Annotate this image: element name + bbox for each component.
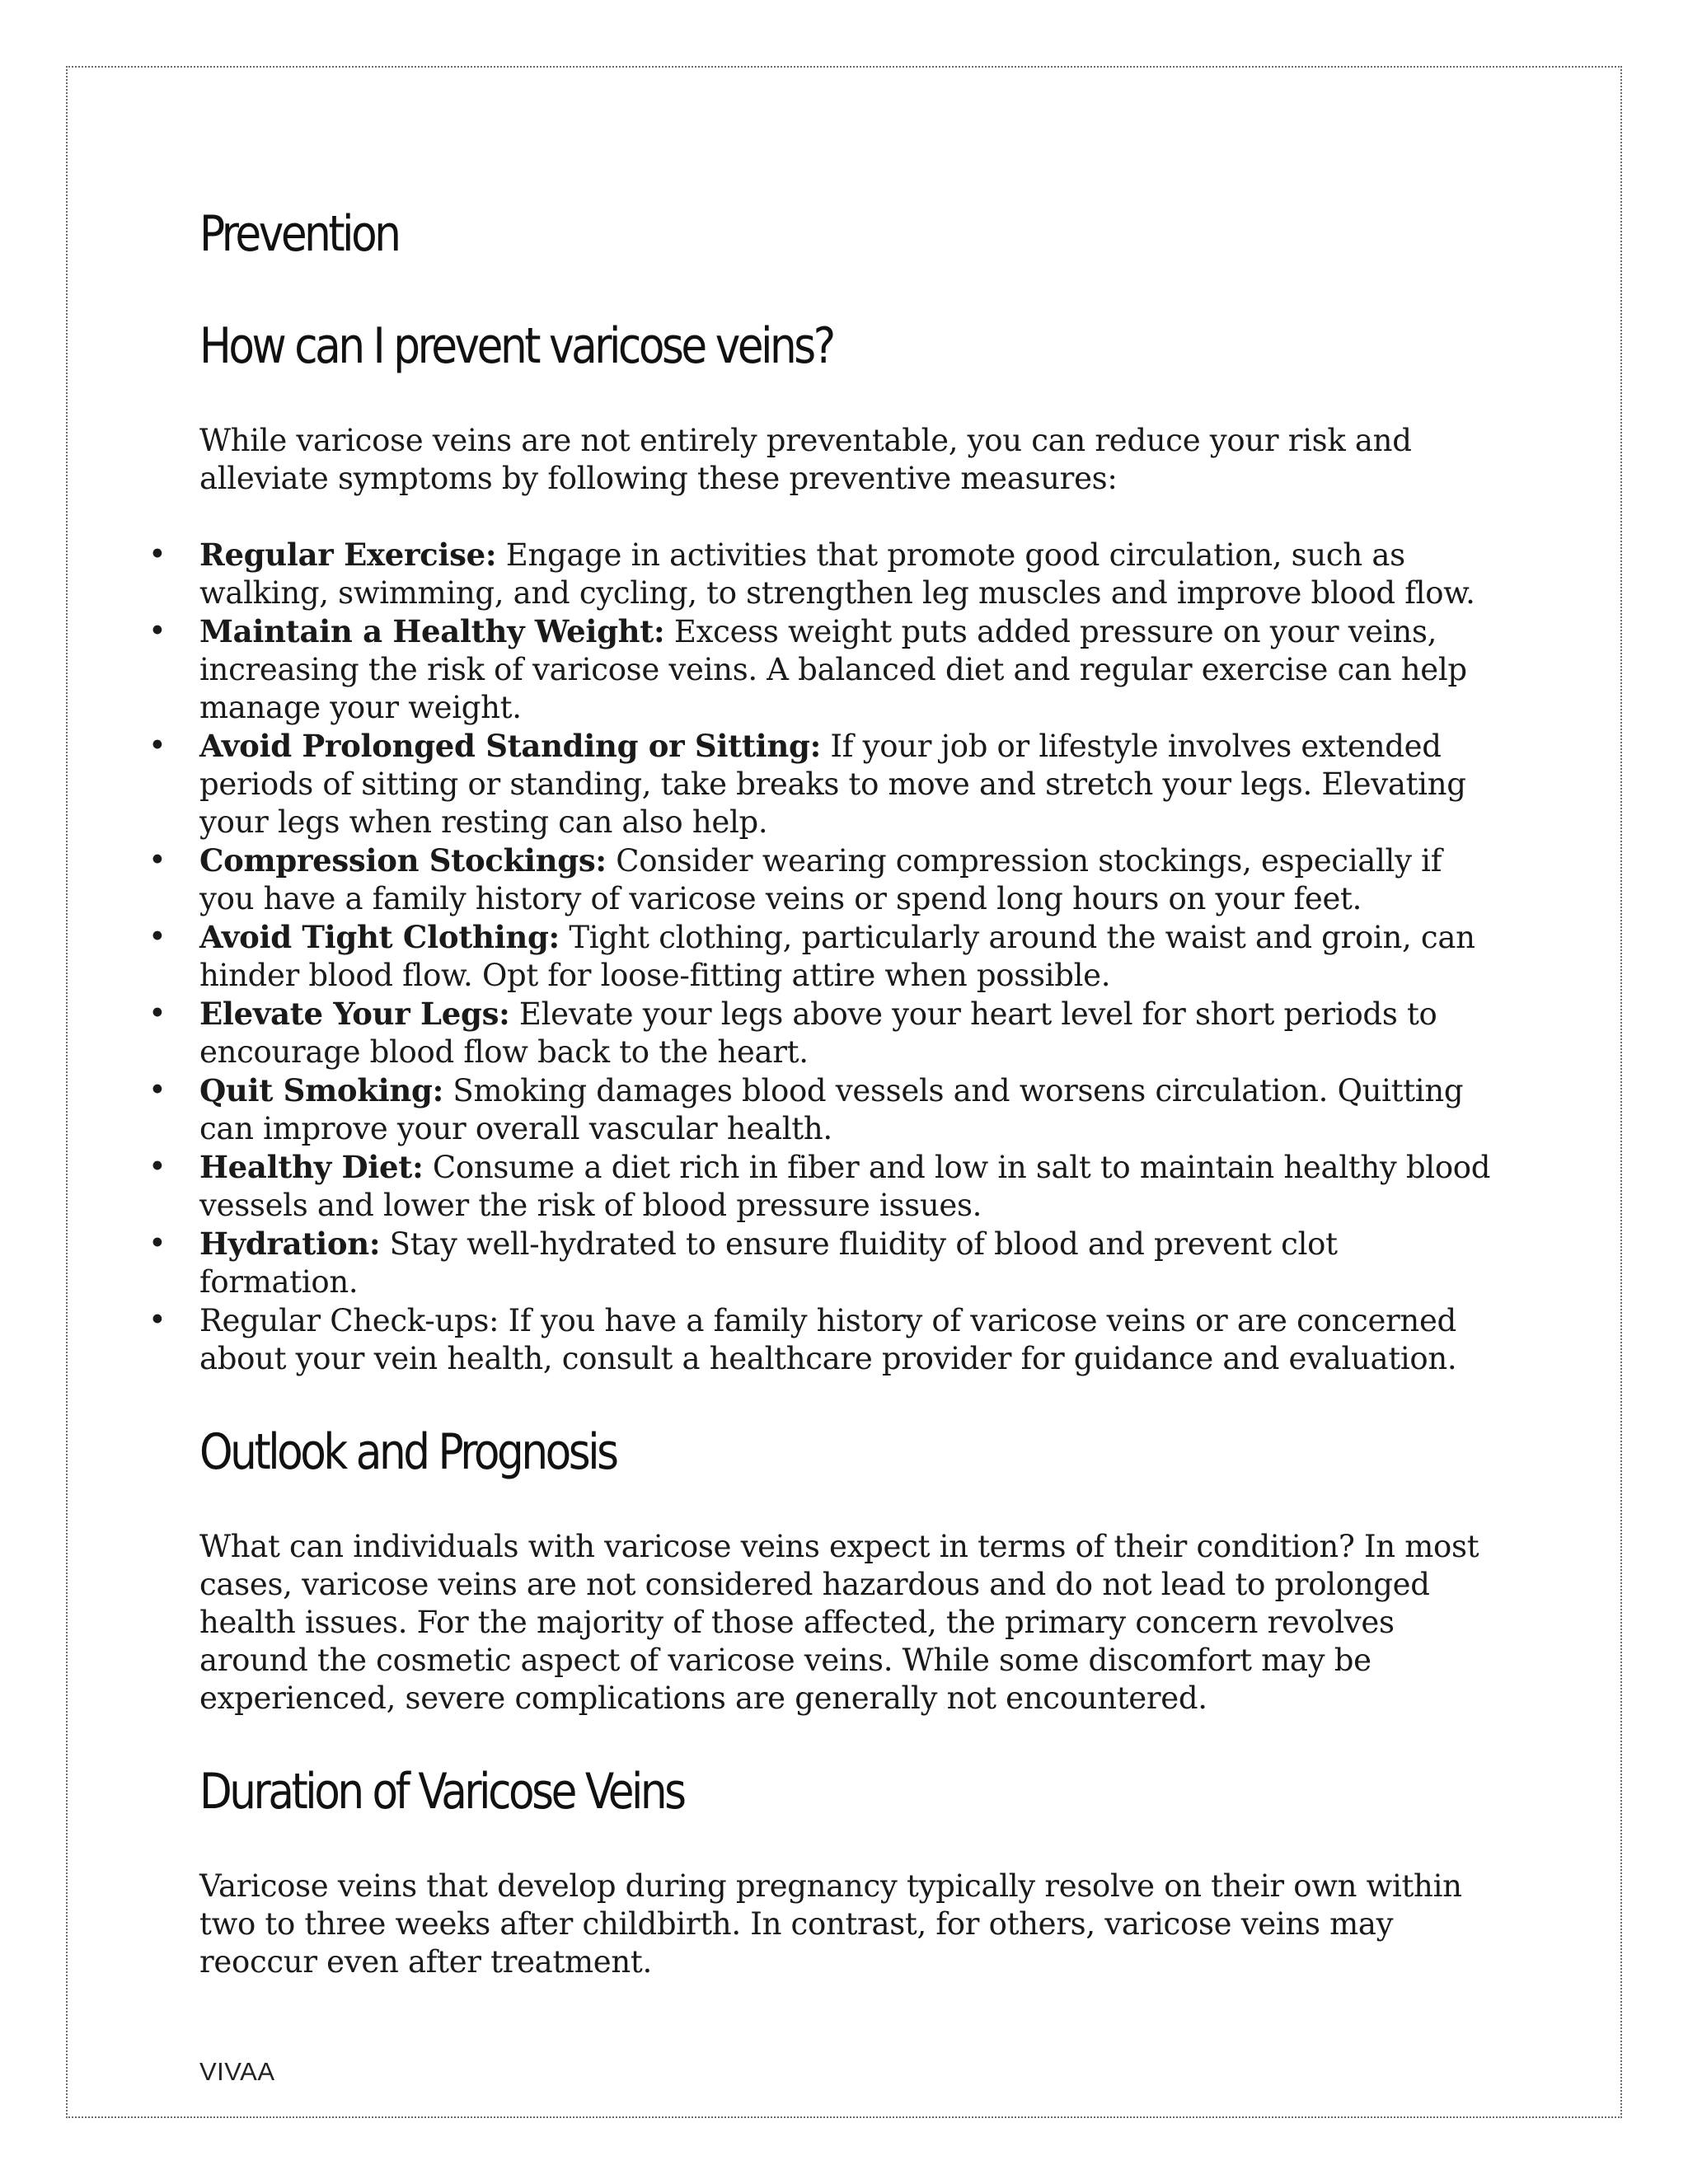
measure-term: Maintain a Healthy Weight: — [199, 613, 665, 649]
bullet-icon: • — [148, 537, 166, 572]
measure-text: Smoking damages blood vessels and worsens circulation. Quitting can improve your overall vascular health. — [199, 1073, 1464, 1146]
bullet-icon: • — [148, 613, 166, 649]
prevention-measures-list — [148, 536, 1502, 1378]
measure-text: Consider wearing compression stockings, especially if you have a family history of varicose veins or spend long hours on your feet. — [199, 843, 1442, 916]
list-item — [148, 612, 1502, 727]
measure-term: Regular Exercise: — [199, 537, 497, 573]
list-item — [148, 841, 1502, 918]
measure-text: Engage in activities that promote good circulation, such as walking, swimming, and cycling, to strengthen leg muscles and improve blood flow. — [199, 537, 1475, 611]
measure-term: Compression Stockings: — [199, 842, 607, 879]
measure-term: Hydration: — [199, 1226, 381, 1262]
outlook-heading: Outlook and Prognosis — [199, 1423, 617, 1481]
duration-heading: Duration of Varicose Veins — [199, 1763, 684, 1821]
list-item — [148, 727, 1502, 841]
measure-term: Quit Smoking: — [199, 1072, 443, 1108]
list-item — [148, 918, 1502, 995]
list-item — [148, 1301, 1502, 1378]
prevention-heading: Prevention — [199, 205, 399, 263]
list-item — [148, 995, 1502, 1071]
measure-text: If your job or lifestyle involves extended periods of sitting or standing, take breaks to move and stretch your legs. Elevating your legs when resting can also help. — [199, 729, 1466, 840]
list-item — [148, 1071, 1502, 1148]
bullet-icon: • — [148, 728, 166, 763]
footer-brand: VIVAA — [199, 2057, 275, 2086]
document-content — [148, 198, 1502, 1981]
duration-text: Varicose veins that develop during pregnancy typically resolve on their own within two to three weeks after childbirth. In contrast, for others, varicose veins may reoccur even after treatment. — [199, 1868, 1462, 1980]
measure-term: Healthy Diet: — [199, 1149, 424, 1185]
bullet-icon: • — [148, 919, 166, 954]
list-item — [148, 1225, 1502, 1301]
measure-term: Elevate Your Legs: — [199, 996, 510, 1032]
bullet-icon: • — [148, 1072, 166, 1108]
measure-text: Tight clothing, particularly around the waist and groin, can hinder blood flow. Opt for loose-fitting attire when possible. — [199, 920, 1475, 993]
prevent-question-heading: How can I prevent varicose veins? — [199, 317, 833, 375]
measure-text: Excess weight puts added pressure on your veins, increasing the risk of varicose veins. A balanced diet and regular exercise can help manage your weight. — [199, 614, 1467, 725]
bullet-icon: • — [148, 1149, 166, 1184]
bullet-icon: • — [148, 842, 166, 878]
list-item — [148, 536, 1502, 612]
bullet-icon: • — [148, 1302, 166, 1338]
bullet-icon: • — [148, 996, 166, 1031]
measure-text: Stay well-hydrated to ensure fluidity of blood and prevent clot formation. — [199, 1226, 1338, 1300]
measure-text: Elevate your legs above your heart level for short periods to encourage blood flow back to the heart. — [199, 996, 1437, 1070]
list-item — [148, 1148, 1502, 1225]
measure-term: Avoid Prolonged Standing or Sitting: — [199, 728, 821, 764]
prevention-intro: While varicose veins are not entirely preventable, you can reduce your risk and alleviate symptoms by following these preventive measures: — [199, 423, 1412, 496]
measure-text: Regular Check-ups: If you have a family history of varicose veins or are concerned about your vein health, consult a healthcare provider for guidance and evaluation. — [199, 1303, 1457, 1376]
measure-term: Avoid Tight Clothing: — [199, 919, 560, 955]
outlook-text: What can individuals with varicose veins expect in terms of their condition? In most cases, varicose veins are not considered hazardous and do not lead to prolonged health issues. For the majority of those affected, the primary concern revolves around the cosmetic aspect of varicose veins. While some discomfort may be experienced, severe complications are generally not encountered. — [199, 1529, 1479, 1716]
bullet-icon: • — [148, 1226, 166, 1261]
measure-text: Consume a diet rich in fiber and low in salt to maintain healthy blood vessels and lower the risk of blood pressure issues. — [199, 1150, 1491, 1223]
